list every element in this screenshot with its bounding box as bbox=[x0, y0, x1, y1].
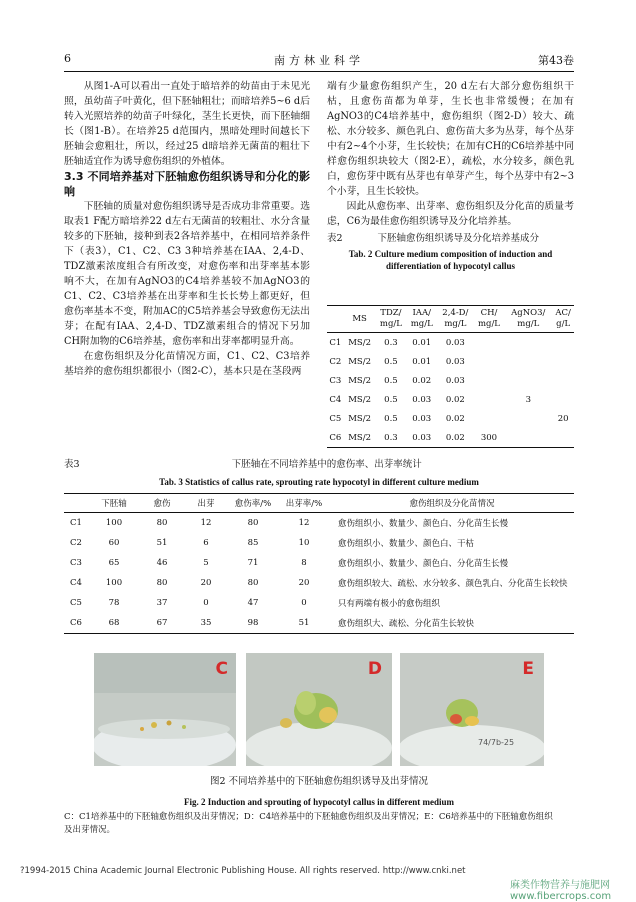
table-cell: 只有两端有极小的愈伤组织 bbox=[338, 599, 441, 609]
column-header: 出芽率/% bbox=[278, 494, 330, 513]
table-cell: C4 bbox=[329, 394, 342, 405]
table2-title: 下胚轴愈伤组织诱导及分化培养基成分 bbox=[377, 233, 540, 244]
column-header: 愈伤 bbox=[140, 494, 184, 513]
photo-panel-e bbox=[400, 653, 544, 766]
table-cell: 愈伤组织小、数量少、颜色白、干枯 bbox=[338, 539, 475, 549]
table-cell bbox=[552, 371, 574, 390]
table-cell: 35 bbox=[184, 613, 228, 634]
table-cell: 47 bbox=[247, 598, 259, 608]
table-cell: 0.03 bbox=[445, 356, 465, 367]
table-cell: C3 bbox=[70, 558, 82, 568]
table-cell: 20 bbox=[557, 413, 569, 424]
table-cell bbox=[504, 409, 552, 428]
table-cell bbox=[552, 333, 574, 353]
table-row bbox=[64, 593, 574, 613]
paragraph: 因此从愈伤率、出芽率、愈伤组织及分化苗的质量考虑，C6为最佳愈伤组织诱导及分化培养基。 bbox=[327, 201, 574, 227]
figure-note bbox=[64, 811, 574, 837]
table-cell: 51 bbox=[278, 613, 330, 634]
header-rule bbox=[64, 71, 574, 72]
table-row bbox=[327, 352, 574, 371]
table-cell: 71 bbox=[247, 558, 259, 568]
table-cell: C5 bbox=[70, 598, 82, 608]
figure-photos bbox=[94, 653, 544, 766]
table3-label: 表3 bbox=[64, 459, 80, 470]
table-cell: 12 bbox=[200, 518, 212, 528]
table-cell bbox=[474, 371, 505, 390]
table-cell: 愈伤组织较大、疏松、水分较多、颜色乳白、分化苗生长较快 bbox=[338, 579, 568, 589]
table-cell: 98 bbox=[228, 613, 278, 634]
column-header: TDZ/ mg/L bbox=[376, 306, 407, 333]
page-number: 6 bbox=[64, 52, 71, 65]
table-cell: C2 bbox=[70, 538, 82, 548]
table-cell bbox=[474, 352, 505, 371]
table-cell: 8 bbox=[301, 558, 307, 568]
panel-label-e: E bbox=[522, 659, 534, 679]
copyright-footer: ?1994-2015 China Academic Journal Electronic Publishing House. All rights reserved. http://www.cnki.net bbox=[20, 866, 466, 876]
table-cell: 20 bbox=[200, 578, 212, 588]
paragraph: 从图1-A可以看出一直处于暗培养的幼苗由于未见光照，虽幼苗子叶黄化，但下胚轴粗壮；而暗培养5~6 d后转入光照培养的幼苗子叶绿化，茎生长更快，而下胚轴细长（图1-B）。在培养25 d范围内，黑暗处理时间越长下胚轴会愈粗壮，所以，经过25 d暗培养无菌苗的粗壮下胚轴适宜作为诱导愈伤组织的外植体。 bbox=[64, 81, 310, 167]
table-cell: 0.01 bbox=[412, 356, 432, 367]
column-header: AgNO3/ mg/L bbox=[504, 306, 552, 333]
table-cell: 0.02 bbox=[445, 394, 465, 405]
table-cell: 100 bbox=[105, 578, 123, 588]
table-cell: 0.03 bbox=[412, 394, 432, 405]
table3-title-en: Tab. 3 Statistics of callus rate, sprouting rate hypocotyl in different culture medium bbox=[159, 477, 479, 487]
table-cell: C1 bbox=[70, 518, 82, 528]
table-row bbox=[327, 333, 574, 353]
table-cell: 100 bbox=[105, 518, 123, 528]
table-cell: C3 bbox=[329, 375, 342, 386]
page-header bbox=[64, 52, 574, 68]
table-cell bbox=[552, 352, 574, 371]
column-header bbox=[64, 494, 88, 513]
table-cell: MS/2 bbox=[348, 356, 371, 367]
table3 bbox=[64, 493, 574, 634]
watermark: 麻类作物营养与施肥网 www.fibercrops.com bbox=[510, 880, 612, 902]
table-cell: 0.3 bbox=[376, 428, 407, 448]
table-cell: 10 bbox=[298, 538, 310, 548]
table-row bbox=[64, 533, 574, 553]
table-cell: 20 bbox=[298, 578, 310, 588]
table-cell: 0.3 bbox=[384, 337, 398, 348]
table-cell bbox=[552, 428, 574, 448]
table-cell: 愈伤组织小、数量少、颜色白、分化苗生长慢 bbox=[338, 519, 509, 529]
table3-caption bbox=[64, 458, 574, 488]
panel-label-c: C bbox=[215, 659, 228, 679]
section-heading: 3.3 不同培养基对下胚轴愈伤组织诱导和分化的影响 bbox=[64, 170, 310, 198]
table-cell bbox=[504, 333, 552, 353]
table-header-row bbox=[64, 494, 574, 513]
flask-handwriting: 74/7b-25 bbox=[478, 738, 515, 747]
table-cell: 46 bbox=[156, 558, 168, 568]
table-cell: 65 bbox=[108, 558, 120, 568]
table-cell: 愈伤组织小、数量少、颜色白、分化苗生长慢 bbox=[338, 559, 509, 569]
table-cell: 37 bbox=[156, 598, 168, 608]
table2-label: 表2 bbox=[327, 233, 343, 244]
table-row bbox=[327, 428, 574, 448]
paragraph: 在愈伤组织及分化苗情况方面，C1、C2、C3培养基培养的愈伤组织都很小（图2-C），基本只是在茎段两 bbox=[64, 351, 310, 377]
photo-panel-d bbox=[246, 653, 392, 766]
table-cell bbox=[504, 371, 552, 390]
table-cell: 300 bbox=[474, 428, 505, 448]
table-cell: MS/2 bbox=[344, 428, 376, 448]
table-cell: MS/2 bbox=[348, 375, 371, 386]
table-cell: 78 bbox=[108, 598, 120, 608]
table-cell: MS/2 bbox=[348, 337, 371, 348]
column-header: 愈伤率/% bbox=[228, 494, 278, 513]
figure-caption-en: Fig. 2 Induction and sprouting of hypocotyl callus in different medium bbox=[184, 797, 454, 807]
table-cell: 0 bbox=[203, 598, 209, 608]
left-column bbox=[64, 79, 310, 379]
column-header: 愈伤组织及分化苗情况 bbox=[330, 494, 574, 513]
table2-title-en-2: differentiation of hypocotyl callus bbox=[385, 261, 516, 271]
table-cell: 0.5 bbox=[384, 394, 398, 405]
table-cell: 0.03 bbox=[412, 413, 432, 424]
table-cell: 80 bbox=[156, 578, 168, 588]
table-cell: C6 bbox=[64, 613, 88, 634]
table-cell: 85 bbox=[247, 538, 259, 548]
paragraph: 下胚轴的质量对愈伤组织诱导是否成功非常重要。选取表1 F配方暗培养22 d左右无菌苗的较粗壮、水分含量较多的下胚轴，接种到表2各培养基中，在相同培养条件下（表3），C1、C2、C3 3种培养基在IAA、2,4-D、TDZ激素浓度组合有所改变，对愈伤率和出芽率基本影响不大，在加有AgNO3的C4培养基较不加AgNO3的C1、C2、C3培养基在出芽率和生长长势上都更好，但愈伤率基本不变，附加AC的C5培养基会导致愈伤无法出芽；在配有IAA、2,4-D、TDZ激素组合的情况下另加CH附加物的C6培养基，愈伤率和出芽率都明显升高。 bbox=[64, 201, 310, 347]
table-cell: 0.03 bbox=[406, 428, 437, 448]
figure-caption-cn: 图2 不同培养基中的下胚轴愈伤组织诱导及出芽情况 bbox=[209, 776, 429, 787]
table-cell: 51 bbox=[156, 538, 168, 548]
table-cell: MS/2 bbox=[348, 413, 371, 424]
journal-name: 南方林业科学 bbox=[274, 54, 364, 67]
table-row bbox=[64, 513, 574, 534]
table-cell: C4 bbox=[70, 578, 82, 588]
table-cell: 12 bbox=[298, 518, 310, 528]
table-cell: 0.02 bbox=[445, 413, 465, 424]
column-header: AC/ g/L bbox=[552, 306, 574, 333]
table-cell: 80 bbox=[156, 518, 168, 528]
table2 bbox=[327, 305, 574, 448]
table-cell: 0.5 bbox=[384, 413, 398, 424]
table-cell: 0.5 bbox=[384, 375, 398, 386]
table-cell: 0.02 bbox=[412, 375, 432, 386]
volume-label: 第43卷 bbox=[538, 54, 574, 67]
column-header bbox=[327, 306, 344, 333]
photo-panel-c bbox=[94, 653, 236, 766]
table-row bbox=[327, 409, 574, 428]
paragraph: 端有少量愈伤组织产生，20 d左右大部分愈伤组织干枯，且愈伤苗都为单芽，生长也非常缓慢；在加有AgNO3的C4培养基中，愈伤组织（图2-D）较大、疏松、水分较多、颜色乳白、愈伤苗大多为丛芽，每个丛芽中有2~4个小芽，生长较快；在加有CH的C6培养基中同样愈伤组织块较大（图2-E），疏松，水分较多，颜色乳白，愈伤芽中既有丛芽也有单芽产生，每个丛芽中有2~3个小芽，且生长较快。 bbox=[327, 81, 574, 197]
table-header-row bbox=[327, 306, 574, 333]
table-cell bbox=[504, 428, 552, 448]
column-header: MS bbox=[344, 306, 376, 333]
table-cell: MS/2 bbox=[348, 394, 371, 405]
table-cell: 5 bbox=[203, 558, 209, 568]
table-cell: 0.03 bbox=[445, 337, 465, 348]
table-cell: 6 bbox=[203, 538, 209, 548]
table-cell: 0 bbox=[301, 598, 307, 608]
right-column bbox=[327, 79, 574, 272]
table-cell: 3 bbox=[525, 394, 531, 405]
column-header: CH/ mg/L bbox=[474, 306, 505, 333]
table3-title: 下胚轴在不同培养基中的愈伤率、出芽率统计 bbox=[231, 459, 422, 470]
table-cell: 0.5 bbox=[384, 356, 398, 367]
table-cell bbox=[474, 409, 505, 428]
table-row bbox=[64, 613, 574, 634]
panel-label-d: D bbox=[367, 659, 382, 679]
table-row bbox=[64, 553, 574, 573]
table-cell: 60 bbox=[108, 538, 120, 548]
table-cell: 0.01 bbox=[412, 337, 432, 348]
table3-caption-cn bbox=[64, 458, 574, 471]
table-cell: C1 bbox=[329, 337, 342, 348]
table2-title-en-1: Tab. 2 Culture medium composition of induction and bbox=[348, 249, 553, 259]
table-cell bbox=[552, 390, 574, 409]
table-row bbox=[327, 371, 574, 390]
figure-note-line: 及出芽情况。 bbox=[64, 825, 116, 835]
table-cell: C6 bbox=[327, 428, 344, 448]
figure-caption bbox=[64, 775, 574, 837]
table-row bbox=[327, 390, 574, 409]
table-cell: C2 bbox=[329, 356, 342, 367]
column-header: 下胚轴 bbox=[88, 494, 140, 513]
figure-note-line: C：C1培养基中的下胚轴愈伤组织及出芽情况；D：C4培养基中的下胚轴愈伤组织及出芽情况；E：C6培养基中的下胚轴愈伤组织 bbox=[64, 812, 553, 822]
table2-caption-cn bbox=[327, 232, 574, 245]
table-cell: C5 bbox=[329, 413, 342, 424]
table-cell bbox=[504, 352, 552, 371]
table-cell bbox=[474, 333, 505, 353]
column-header: 出芽 bbox=[184, 494, 228, 513]
table-cell bbox=[474, 390, 505, 409]
table-cell: 67 bbox=[140, 613, 184, 634]
table-cell: 68 bbox=[88, 613, 140, 634]
column-header: 2,4-D/ mg/L bbox=[437, 306, 473, 333]
table-cell: 愈伤组织大、疏松、分化苗生长较快 bbox=[330, 613, 574, 634]
table-cell: 80 bbox=[247, 518, 259, 528]
table-cell: 0.03 bbox=[445, 375, 465, 386]
table-row bbox=[64, 573, 574, 593]
table-cell: 80 bbox=[247, 578, 259, 588]
table-cell: 0.02 bbox=[437, 428, 473, 448]
column-header: IAA/ mg/L bbox=[406, 306, 437, 333]
